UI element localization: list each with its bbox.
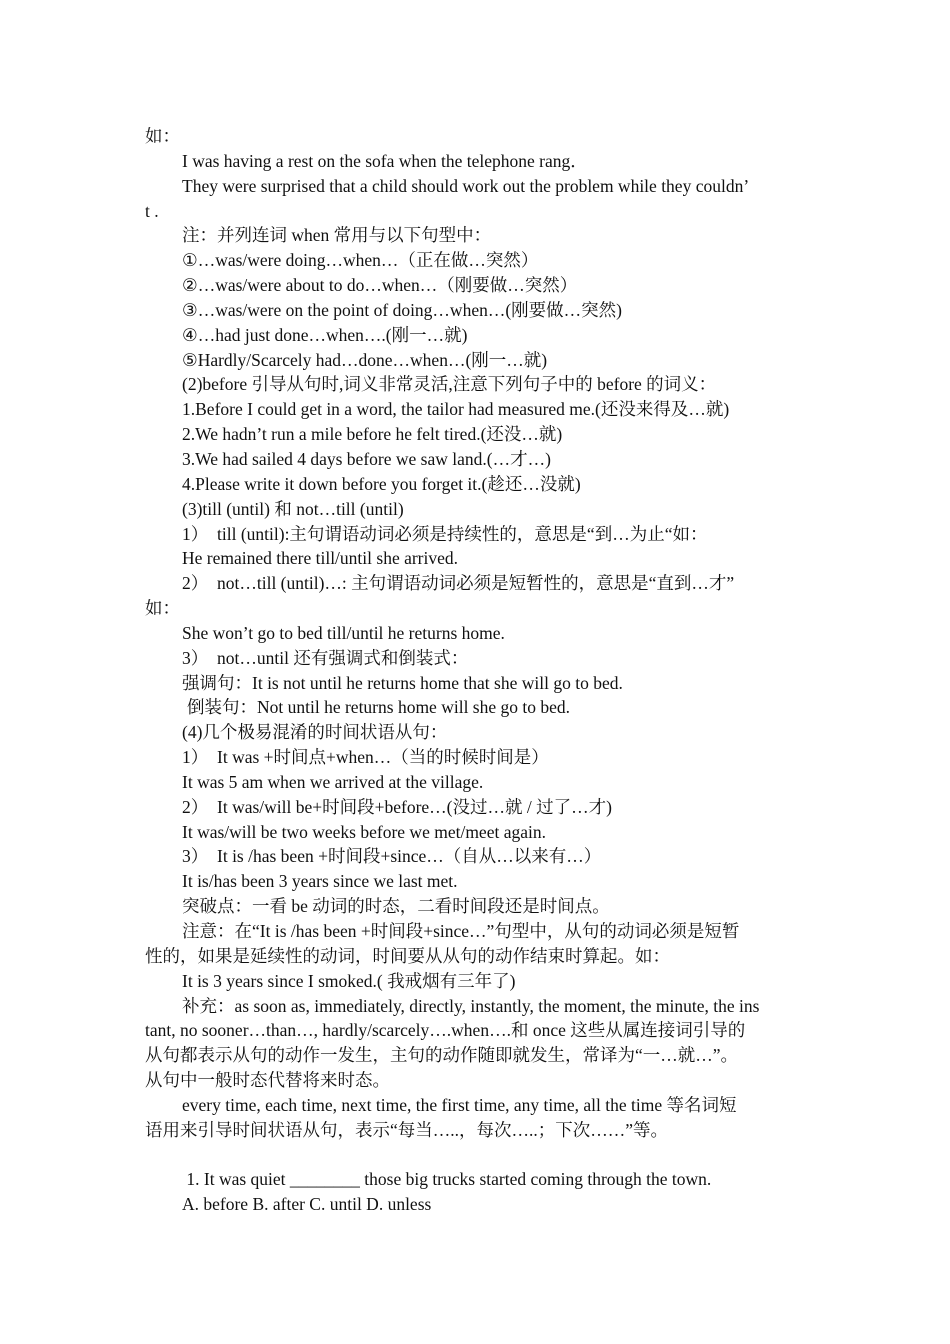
text-line: They were surprised that a child should work out the problem while they couldn’ — [182, 175, 750, 196]
text-line: 1.Before I could get in a word, the tailor had measured me.(还没来得及…就) — [182, 399, 730, 420]
text-line: t . — [145, 200, 159, 221]
text-line: 从句中一般时态代替将来时态。 — [145, 1070, 390, 1091]
text-line: tant, no sooner…than…, hardly/scarcely….when….和 once 这些从属连接词引导的 — [145, 1020, 746, 1041]
text-line: 3） It is /has been +时间段+since…（自从…以来有…） — [182, 846, 602, 867]
text-line: ④…had just done…when….(刚一…就) — [182, 324, 468, 345]
text-line: ②…was/were about to do…when…（刚要做…突然） — [182, 275, 578, 296]
text-line: 注：并列连词 when 常用与以下句型中： — [182, 225, 492, 246]
text-line: 如： — [145, 126, 180, 146]
question-options: A. before B. after C. until D. unless — [182, 1194, 432, 1215]
text-line: (3)till (until) 和 not…till (until) — [182, 498, 404, 519]
text-line: He remained there till/until she arrived. — [182, 548, 459, 569]
text-line: It is 3 years since I smoked.( 我戒烟有三年了) — [182, 970, 516, 991]
text-line: every time, each time, next time, the first time, any time, all the time 等名词短 — [182, 1094, 737, 1115]
text-line: ①…was/were doing…when…（正在做…突然） — [182, 250, 539, 271]
text-line: 1） It was +时间点+when…（当的时候时间是） — [182, 747, 549, 768]
text-line: 语用来引导时间状语从句，表示“每当…..，每次…..；下次……”等。 — [145, 1119, 669, 1140]
text-line: She won’t go to bed till/until he returns home. — [182, 622, 505, 643]
text-line: 2） not…till (until)…: 主句谓语动词必须是短暂性的，意思是“直到…才” — [182, 573, 735, 594]
text-line: 4.Please write it down before you forget it.(趁还…没就) — [182, 473, 581, 494]
text-line: It was 5 am when we arrived at the village. — [182, 771, 484, 792]
text-line: 从句都表示从句的动作一发生，主句的动作随即就发生，常译为“一…就…”。 — [145, 1045, 739, 1066]
text-line: It was/will be two weeks before we met/meet again. — [182, 821, 546, 842]
text-line: 2.We hadn’t run a mile before he felt tired.(还没…就) — [182, 424, 563, 445]
text-line: 3.We had sailed 4 days before we saw land.(…才…) — [182, 448, 551, 469]
text-line: 2） It was/will be+时间段+before…(没过…就 / 过了…才) — [182, 796, 612, 817]
text-line: 1） till (until):主句谓语动词必须是持续性的，意思是“到…为止“如： — [182, 523, 708, 544]
text-line: 3） not…until 还有强调式和倒装式： — [182, 647, 469, 668]
text-line: 倒装句：Not until he returns home will she go to bed. — [187, 697, 571, 718]
document-body — [145, 124, 810, 1217]
text-line: 补充：as soon as, immediately, directly, instantly, the moment, the minute, the ins — [182, 995, 760, 1016]
text-line: 强调句：It is not until he returns home that she will go to bed. — [182, 672, 623, 693]
text-line: I was having a rest on the sofa when the telephone rang． — [182, 150, 588, 171]
text-line: (2)before 引导从句时,词义非常灵活,注意下列句子中的 before 的词义： — [182, 374, 717, 395]
text-line: 性的，如果是延续性的动词，时间要从从句的动作结束时算起。如： — [145, 945, 670, 966]
text-line: ⑤Hardly/Scarcely had…done…when…(刚一…就) — [182, 349, 548, 370]
text-line: (4)几个极易混淆的时间状语从句： — [182, 722, 448, 743]
text-line: It is/has been 3 years since we last met. — [182, 871, 458, 892]
question-stem: 1. It was quiet ________ those big trucks started coming through the town. — [182, 1169, 712, 1190]
text-line: ③…was/were on the point of doing…when…(刚要做…突然) — [182, 299, 622, 320]
text-line: 如： — [145, 598, 180, 619]
text-line: 突破点：一看 be 动词的时态，二看时间段还是时间点。 — [182, 896, 610, 917]
text-line: 注意：在“It is /has been +时间段+since…”句型中，从句的动词必须是短暂 — [182, 921, 740, 941]
blank-line — [145, 1143, 810, 1168]
